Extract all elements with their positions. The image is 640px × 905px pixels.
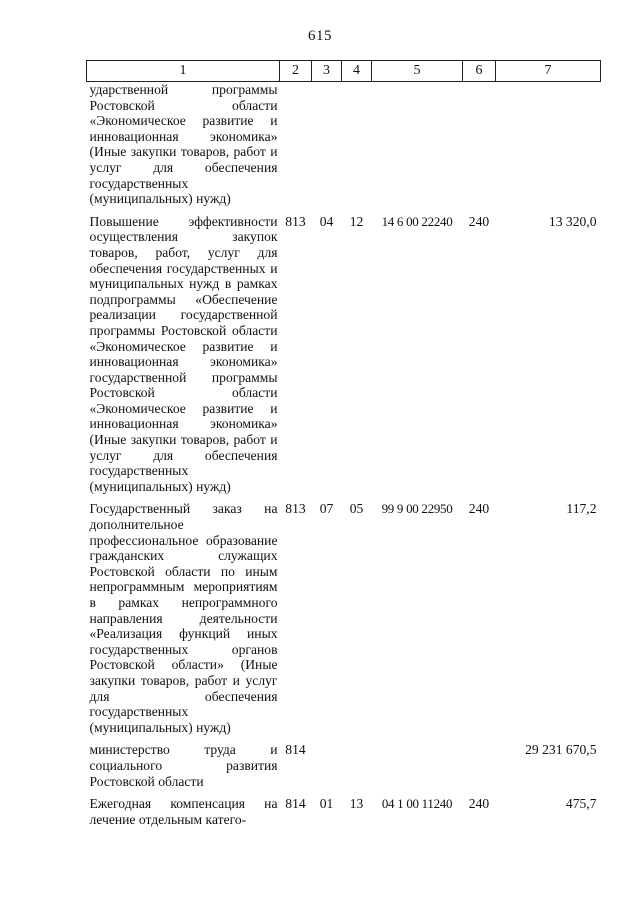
row-expense-type: 240: [468, 213, 490, 229]
header-col-2: 2: [280, 61, 312, 82]
row-target-article: 14 6 00 22240: [381, 213, 453, 229]
row-subsection-code: 12: [349, 213, 364, 229]
row-subsection-code: 13: [349, 796, 364, 812]
row-ministry-code: [280, 82, 312, 207]
row-target-article: 99 9 00 22950: [381, 501, 453, 517]
row-ministry-code: 814: [285, 742, 306, 758]
row-target-article: 04 1 00 11240: [381, 796, 453, 812]
header-col-3: 3: [312, 61, 342, 82]
header-col-7: 7: [496, 61, 601, 82]
row-expense-type: 240: [468, 501, 490, 517]
budget-table: [86, 60, 601, 827]
row-amount: 13 320,0: [548, 213, 597, 229]
row-description: Ежегодная компенсация на лечение отдельным катего-: [89, 796, 278, 827]
row-ministry-code: 813: [285, 213, 306, 229]
row-description: Повышение эффективности осуществления закупок товаров, работ, услуг для обеспечения государственных и муниципальных нужд в рамках подпрограммы «Обеспечение реализации государственной программы Ростовской области «Экономическое развитие и инновационная экономика» государственной программы Ростовской области «Экономическое развитие и инновационная экономика» (Иные закупки товаров, работ и услуг для обеспечения государственных (муниципальных) нужд): [89, 213, 278, 494]
row-gap: [87, 494, 601, 501]
row-expense-type: [463, 742, 496, 789]
table-body: [87, 82, 601, 828]
header-col-5: 5: [372, 61, 463, 82]
row-section-code: [312, 82, 342, 207]
table-header: [87, 61, 601, 82]
row-amount: 29 231 670,5: [525, 742, 597, 758]
row-description: министерство труда и социального развития Ростовской области: [89, 742, 278, 789]
page-number: 615: [308, 28, 332, 44]
header-col-6: 6: [463, 61, 496, 82]
row-gap: [87, 207, 601, 214]
row-amount: 475,7: [565, 796, 597, 812]
row-subsection-code: [342, 742, 372, 789]
row-subsection-code: 05: [349, 501, 364, 517]
row-section-code: 07: [319, 501, 334, 517]
row-section-code: 04: [319, 213, 334, 229]
header-row: [87, 61, 601, 82]
row-section-code: 01: [319, 796, 334, 812]
row-description: Государственный заказ на дополнительное профессиональное образование гражданских служащих Ростовской области по иным непрограммным мероприятиям в рамках непрограммного направления деятельности «Реализация функций иных государственных органов Ростовской области» (Иные закупки товаров, работ и услуг для обеспечения государственных (муниципальных) нужд): [89, 501, 278, 735]
row-ministry-code: 813: [285, 501, 306, 517]
row-subsection-code: [342, 82, 372, 207]
row-description: ударственной программы Ростовской области «Экономическое развитие и инновационная экономика» (Иные закупки товаров, работ и услуг для обеспечения государственных (муниципальных) нужд): [89, 82, 278, 207]
header-col-1: 1: [87, 61, 280, 82]
table-row: [87, 214, 601, 495]
row-gap: [87, 789, 601, 796]
row-ministry-code: 814: [285, 796, 306, 812]
row-target-article: [372, 742, 463, 789]
row-expense-type: [463, 82, 496, 207]
table-row: [87, 82, 601, 207]
table-row: [87, 501, 601, 735]
row-gap: [87, 735, 601, 742]
row-amount: [496, 82, 601, 207]
row-expense-type: 240: [468, 796, 490, 812]
table-row: [87, 796, 601, 827]
header-col-4: 4: [342, 61, 372, 82]
table-row: [87, 742, 601, 789]
row-amount: 117,2: [566, 501, 597, 517]
row-section-code: [312, 742, 342, 789]
row-target-article: [372, 82, 463, 207]
